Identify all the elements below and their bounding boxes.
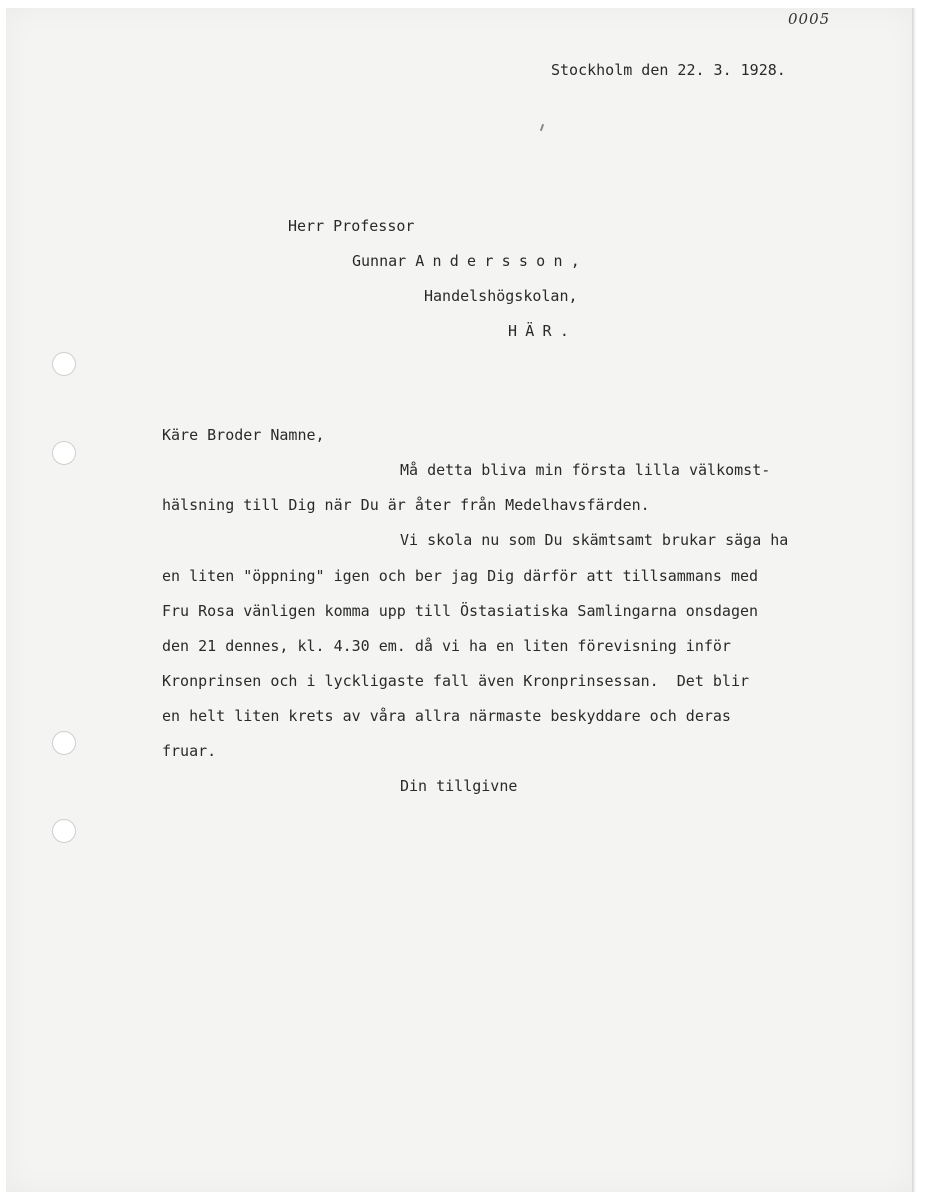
dateline: Stockholm den 22. 3. 1928.: [551, 61, 786, 79]
punch-hole: [52, 441, 76, 465]
letter-page: [6, 8, 914, 1192]
sheet-number: 0005: [788, 10, 831, 28]
page-edge: [912, 8, 916, 1192]
body-line: Fru Rosa vänligen komma upp till Östasiatiska Samlingarna onsdagen: [162, 602, 759, 620]
closing: Din tillgivne: [400, 777, 518, 795]
body-line: Må detta bliva min första lilla välkomst-: [400, 461, 771, 479]
recipient-name: [352, 251, 588, 271]
body-line: en liten "öppning" igen och ber jag Dig därför att tillsammans med: [162, 567, 759, 585]
recipient-surname: Andersson,: [415, 252, 589, 270]
body-line: Vi skola nu som Du skämtsamt brukar säga ha: [400, 531, 789, 549]
punch-hole: [52, 819, 76, 843]
body-line: Kronprinsen och i lyckligaste fall även Kronprinsessan. Det blir: [162, 672, 749, 690]
recipient-institution: Handelshögskolan,: [424, 287, 578, 305]
punch-hole: [52, 731, 76, 755]
salutation: Käre Broder Namne,: [162, 426, 325, 444]
punch-hole: [52, 352, 76, 376]
body-line: den 21 dennes, kl. 4.30 em. då vi ha en liten förevisning inför: [162, 637, 731, 655]
recipient-title: Herr Professor: [288, 217, 415, 235]
body-line: en helt liten krets av våra allra närmaste beskyddare och deras: [162, 707, 731, 725]
recipient-first-name: Gunnar: [352, 252, 407, 270]
body-line: fruar.: [162, 742, 217, 760]
body-line: hälsning till Dig när Du är åter från Medelhavsfärden.: [162, 496, 650, 514]
recipient-location: HÄR.: [508, 322, 578, 340]
